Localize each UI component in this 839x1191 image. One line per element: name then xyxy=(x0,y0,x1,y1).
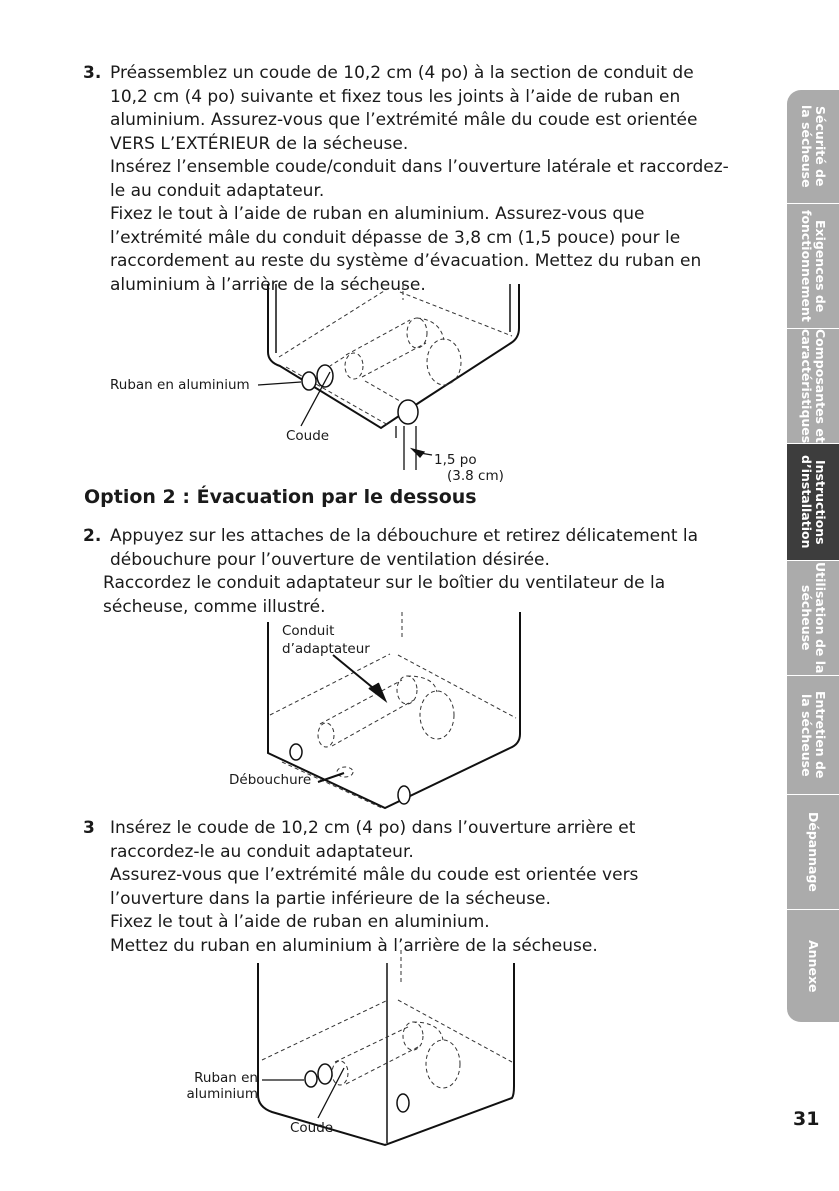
tab-label: Entretien de la sécheuse xyxy=(799,691,828,779)
step-line: raccordez-le au conduit adaptateur. xyxy=(110,841,414,862)
label-aluminium: aluminium xyxy=(186,1086,258,1102)
step-line: 10,2 cm (4 po) suivante et fixez tous les joints à l’aide de ruban en xyxy=(110,86,681,107)
step-line: Assurez-vous que l’extrémité mâle du coude est orientée vers xyxy=(110,865,639,885)
step-number: 2. xyxy=(83,526,102,546)
label-adaptateur: d’adaptateur xyxy=(282,641,370,657)
step-line: Appuyez sur les attaches de la débouchure et retirez délicatement la xyxy=(110,526,699,546)
tab-label: Composantes et caractéristiques xyxy=(799,328,828,444)
section-heading: Option 2 : Évacuation par le dessous xyxy=(84,486,477,508)
step-line: aluminium à l’arrière de la sécheuse. xyxy=(110,274,426,295)
step-line: aluminium. Assurez-vous que l’extrémité mâle du coude est orientée xyxy=(110,110,698,130)
tab-entretien[interactable] xyxy=(787,676,839,795)
tab-label: Exigences de fonctionnement xyxy=(799,210,828,322)
step-line: débouchure pour l’ouverture de ventilation désirée. xyxy=(110,549,550,570)
label-coude: Coude xyxy=(286,428,330,444)
tab-securite[interactable] xyxy=(787,90,839,204)
step-line: l’extrémité mâle du conduit dépasse de 3,8 cm (1,5 pouce) pour le xyxy=(110,227,681,248)
label-coude: Coude xyxy=(290,1120,334,1136)
tab-exigences[interactable] xyxy=(787,204,839,329)
step-line: l’ouverture dans la partie inférieure de la sécheuse. xyxy=(110,888,551,909)
label-ruban: Ruban en xyxy=(194,1070,258,1086)
step-number: 3. xyxy=(83,63,102,83)
page-number: 31 xyxy=(793,1108,820,1130)
step-line: raccordement au reste du système d’évacuation. Mettez du ruban en xyxy=(110,251,702,271)
label-dimension-po: 1,5 po xyxy=(434,452,477,468)
step-line: Préassemblez un coude de 10,2 cm (4 po) à la section de conduit de xyxy=(110,63,694,83)
tab-label: Sécurité de la sécheuse xyxy=(799,105,828,188)
step-line: Fixez le tout à l’aide de ruban en aluminium. xyxy=(110,912,490,932)
label-ruban-aluminium: Ruban en aluminium xyxy=(110,377,250,393)
step-line: VERS L’EXTÉRIEUR de la sécheuse. xyxy=(110,133,409,154)
tab-label: Annexe xyxy=(806,939,821,993)
tab-composantes[interactable] xyxy=(787,329,839,444)
step-number: 3 xyxy=(83,818,95,838)
tab-annexe[interactable] xyxy=(787,910,839,1023)
tab-label: Dépannage xyxy=(806,812,821,892)
step-line: Insérez l’ensemble coude/conduit dans l’ouverture latérale et raccordez- xyxy=(110,157,729,177)
label-debouchure: Débouchure xyxy=(229,772,312,788)
label-conduit: Conduit xyxy=(282,623,335,639)
step-line: Insérez le coude de 10,2 cm (4 po) dans l’ouverture arrière et xyxy=(110,818,636,838)
step-line: le au conduit adaptateur. xyxy=(110,180,325,201)
tab-label: Instructions d’installation xyxy=(799,455,828,549)
tab-depannage[interactable] xyxy=(787,795,839,910)
step-line: Raccordez le conduit adaptateur sur le boîtier du ventilateur de la xyxy=(103,573,666,593)
tab-installation[interactable] xyxy=(787,444,839,561)
label-dimension-cm: (3.8 cm) xyxy=(447,468,504,484)
tab-label: Utilisation de la sécheuse xyxy=(799,562,828,674)
step-line: sécheuse, comme illustré. xyxy=(103,596,326,617)
step-line: Mettez du ruban en aluminium à l’arrière de la sécheuse. xyxy=(110,935,598,956)
step-line: Fixez le tout à l’aide de ruban en aluminium. Assurez-vous que xyxy=(110,204,645,224)
tab-utilisation[interactable] xyxy=(787,561,839,676)
